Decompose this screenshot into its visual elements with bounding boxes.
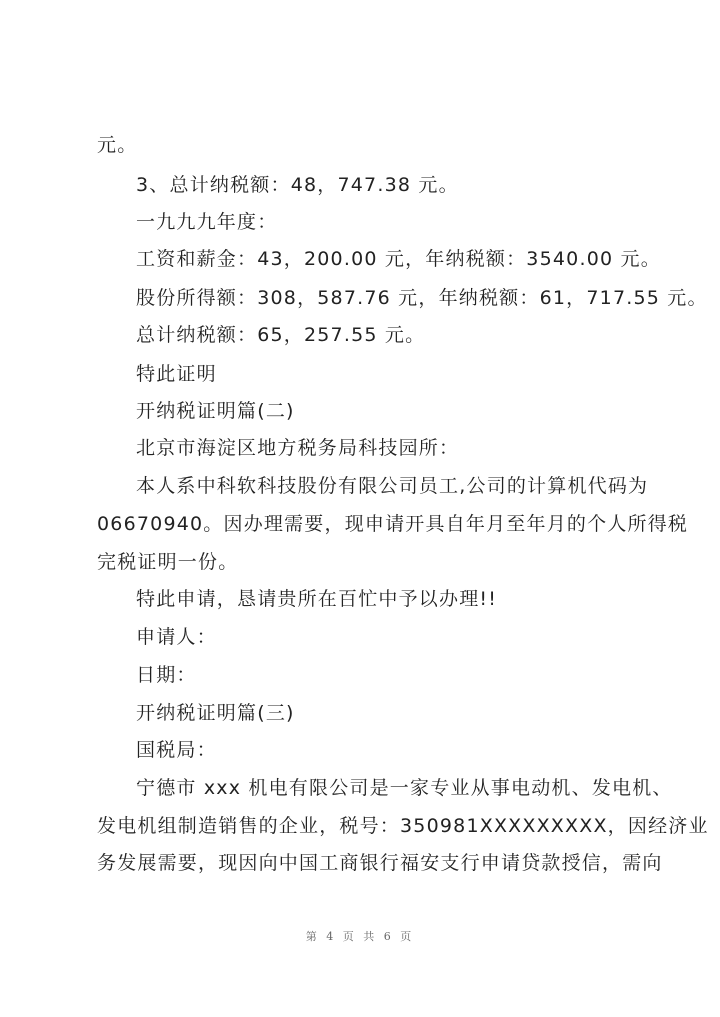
text-line: 特此申请，恳请贵所在百忙中予以办理!! — [136, 588, 498, 610]
text-line: 一九九九年度： — [136, 211, 278, 233]
section-heading: 开纳税证明篇(三) — [136, 702, 295, 724]
text-line: 本人系中科软科技股份有限公司员工,公司的计算机代码为 — [136, 475, 649, 497]
text-line: 特此证明 — [136, 363, 217, 385]
text-line: 完税证明一份。 — [97, 551, 239, 573]
text-line: 06670940。因办理需要，现申请开具自年月至年月的个人所得税 — [97, 513, 689, 535]
text-line: 元。 — [97, 134, 138, 156]
page-footer: 第 4 页 共 6 页 — [305, 930, 415, 943]
section-heading: 开纳税证明篇(二) — [136, 400, 295, 422]
text-line: 发电机组制造销售的企业，税号：350981XXXXXXXXX，因经济业 — [97, 815, 709, 837]
text-line: 国税局： — [136, 739, 217, 761]
text-line: 务发展需要，现因向中国工商银行福安支行申请贷款授信，需向 — [97, 852, 663, 874]
text-line: 总计纳税额：65，257.55 元。 — [136, 324, 426, 346]
text-line: 工资和薪金：43，200.00 元，年纳税额：3540.00 元。 — [136, 248, 661, 270]
text-line: 申请人： — [136, 626, 217, 648]
text-line: 宁德市 xxx 机电有限公司是一家专业从事电动机、发电机、 — [136, 777, 673, 799]
text-line: 3、总计纳税额：48，747.38 元。 — [136, 174, 459, 196]
text-line: 股份所得额：308，587.76 元，年纳税额：61，717.55 元。 — [136, 287, 708, 309]
text-line: 日期： — [136, 664, 197, 686]
text-line: 北京市海淀区地方税务局科技园所： — [136, 437, 460, 459]
